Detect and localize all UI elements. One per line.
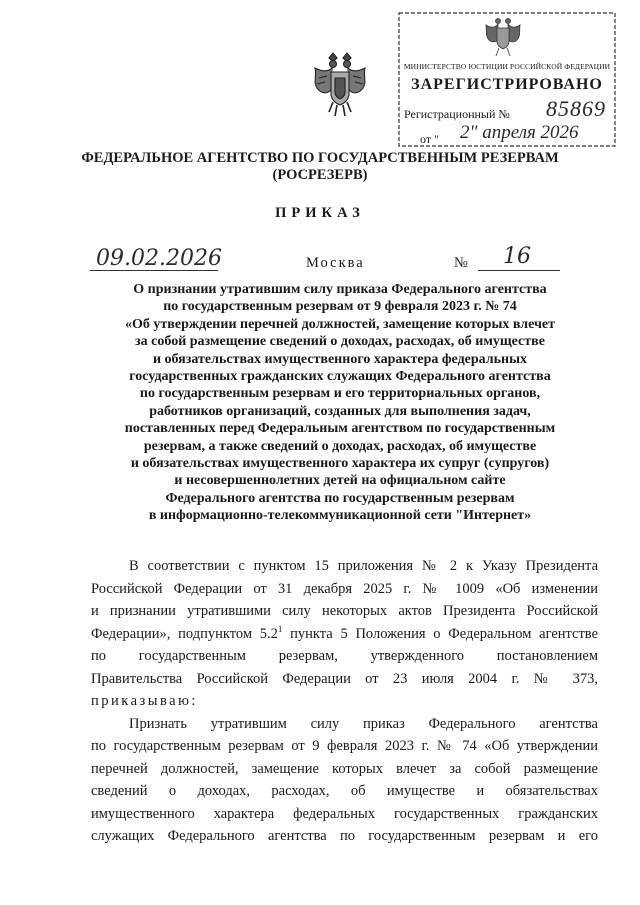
body-line: Российской Федерации от 31 декабря 2025 г. № 1009 «Об изменении [91, 580, 598, 597]
title-line: по государственным резервам от 9 февраля 2023 г. № 74 [163, 299, 517, 315]
body-line [91, 623, 598, 646]
title-line: резервам, а также сведений о доходах, расходах, об имуществе [143, 438, 537, 454]
registration-stamp [398, 12, 616, 147]
agency-name: ФЕДЕРАЛЬНОЕ АГЕНТСТВО ПО ГОСУДАРСТВЕННЫМ РЕЗЕРВАМ [81, 150, 559, 166]
body-line: Правительства Российской Федерации от 23 июля 2004 г. № 373, [91, 670, 598, 687]
body-line: приказываю: [91, 693, 198, 709]
title-line: поставленных перед Федеральным агентством по государственным [124, 421, 556, 437]
body-line: и признании утратившими силу некоторых актов Президента Российской [91, 603, 598, 619]
document-title [80, 281, 600, 525]
body-line: перечней должностей, замещение которых влечет за собой размещение [91, 760, 598, 777]
body-line: Признать утратившим силу приказ Федерального агентства [129, 715, 598, 732]
stamp-ministry-text: МИНИСТЕРСТВО ЮСТИЦИИ РОССИЙСКОЙ ФЕДЕРАЦИИ [403, 62, 611, 71]
body-line: В соответствии с пунктом 15 приложения № 2 к Указу Президента [129, 558, 598, 574]
title-line: работников организаций, созданных для выполнения задач, [149, 403, 531, 419]
body-line: имущественного характера федеральных государственных гражданских [91, 805, 598, 822]
stamp-date-value: 2" апреля 2026 [460, 122, 579, 143]
title-line: за собой размещение сведений о доходах, расходах, об имуществе [135, 334, 545, 350]
title-line: и обязательствах имущественного характера федеральных [152, 351, 528, 367]
body-line: сведений о доходах, расходах, об имуществе и обязательствах [91, 783, 598, 799]
document-type: ПРИКАЗ [275, 205, 365, 221]
superscript: 1 [277, 623, 283, 634]
document-city: Москва [306, 255, 365, 271]
document-date: 09.02.2026 [96, 246, 222, 271]
number-label: № [454, 255, 468, 271]
title-line: «Об утверждении перечней должностей, замещение которых влечет [125, 316, 555, 332]
title-line: и обязательствах имущественного характера их супруг (супругов) [130, 456, 550, 472]
stamp-regnum-value: 85869 [546, 96, 606, 121]
body-line-part: пункта 5 Положения о Федеральном агентстве [282, 625, 598, 642]
stamp-coat-of-arms-icon [483, 14, 523, 58]
body-line: по государственным резервам от 9 февраля 2023 г. № 74 «Об утверждении [91, 738, 598, 754]
agency-header [0, 150, 640, 184]
date-underline [90, 270, 218, 271]
title-line: государственных гражданских служащих Федерального агентства [129, 369, 551, 385]
document-number: 16 [503, 244, 531, 269]
body-line-part: Федерации», подпунктом 5.2 [91, 625, 278, 642]
stamp-date-label: от " [420, 132, 439, 146]
document-body [91, 555, 598, 848]
body-line: служащих Федерального агентства по государственным резервам и его [91, 828, 598, 844]
title-line: в информационно-телекоммуникационной сети "Интернет» [148, 508, 532, 524]
title-line: Федерального агентства по государственным резервам [165, 490, 515, 506]
agency-short-name: (РОСРЕЗЕРВ) [272, 167, 368, 183]
coat-of-arms-emblem [309, 50, 371, 120]
stamp-registered-text: ЗАРЕГИСТРИРОВАНО [411, 76, 603, 93]
body-line: по государственным резервам, утвержденного постановлением [91, 648, 598, 664]
title-line: и несовершеннолетних детей на официальном сайте [174, 473, 506, 489]
title-line: О признании утратившим силу приказа Федерального агентства [133, 282, 547, 297]
title-line: по государственным резервам и его территориальных органов, [139, 386, 541, 402]
number-underline [478, 270, 560, 271]
stamp-regnum-label: Регистрационный № [404, 107, 510, 121]
